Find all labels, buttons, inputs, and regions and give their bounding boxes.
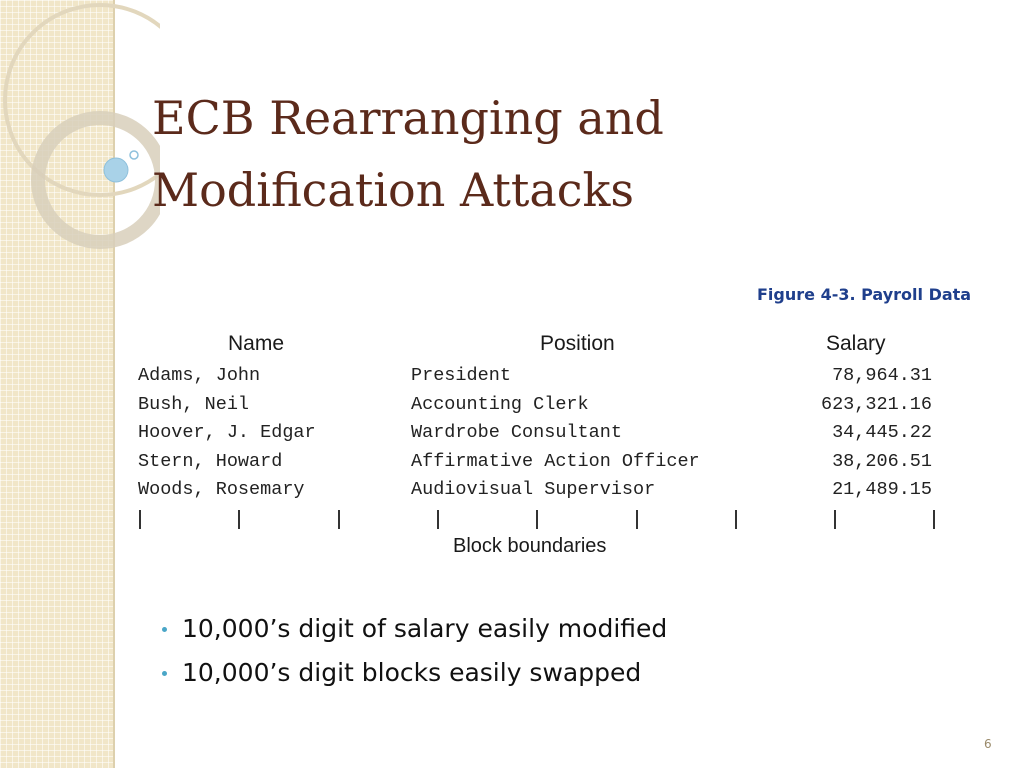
- decorative-circles: [0, 0, 160, 260]
- bullet-item: [160, 655, 667, 699]
- table-row: [0, 392, 1024, 421]
- block-boundary-tick: [238, 510, 240, 529]
- bullet-item: [160, 611, 667, 655]
- bullet-text: 10,000’s digit of salary easily modified: [182, 614, 668, 643]
- cell-name: Woods, Rosemary: [138, 479, 305, 500]
- slide-title: [152, 82, 852, 226]
- block-boundary-tick: [139, 510, 141, 529]
- column-header-salary: Salary: [826, 332, 886, 355]
- block-boundary-tick: [933, 510, 935, 529]
- bullet-dot-icon: [162, 627, 167, 632]
- cell-position: Affirmative Action Officer: [411, 450, 700, 472]
- block-boundary-tick: [735, 510, 737, 529]
- cell-position: President: [411, 365, 511, 386]
- cell-position: Wardrobe Consultant: [411, 422, 622, 443]
- table-row: [0, 420, 1024, 449]
- slide-title-line-1: ECB Rearranging and: [152, 91, 664, 145]
- cell-name: Hoover, J. Edgar: [138, 422, 316, 443]
- block-boundaries-label: Block boundaries: [453, 535, 607, 557]
- cell-salary: 34,445.22: [832, 422, 932, 443]
- cell-position: Accounting Clerk: [411, 393, 589, 415]
- column-header-name: Name: [228, 332, 285, 355]
- cell-salary: 38,206.51: [832, 450, 932, 472]
- cell-salary: 21,489.15: [832, 479, 932, 500]
- slide-number: 6: [984, 737, 992, 751]
- slide-title-line-2: Modification Attacks: [152, 163, 635, 217]
- block-boundary-tick: [437, 510, 439, 529]
- block-boundary-tick: [536, 510, 538, 529]
- cell-name: Stern, Howard: [138, 450, 283, 472]
- table-row: [0, 363, 1024, 392]
- cell-salary: 78,964.31: [832, 365, 932, 386]
- deco-bubble-large: [104, 158, 128, 182]
- deco-ring-large: [5, 5, 160, 195]
- deco-ring-small: [38, 118, 160, 242]
- cell-name: Adams, John: [138, 365, 261, 386]
- column-header-position: Position: [540, 332, 615, 355]
- cell-position: Audiovisual Supervisor: [411, 479, 656, 500]
- payroll-table: [0, 363, 1024, 506]
- bullet-dot-icon: [162, 671, 167, 676]
- table-row: [0, 449, 1024, 478]
- bullet-text: 10,000’s digit blocks easily swapped: [182, 658, 642, 687]
- deco-bubble-small: [130, 151, 138, 159]
- cell-salary: 623,321.16: [820, 393, 932, 415]
- cell-name: Bush, Neil: [138, 393, 250, 415]
- block-boundary-tick: [834, 510, 836, 529]
- table-row: [0, 477, 1024, 506]
- block-boundary-ticks: [0, 510, 1024, 532]
- block-boundary-tick: [338, 510, 340, 529]
- bullet-list: [160, 611, 667, 699]
- figure-caption: Figure 4-3. Payroll Data: [757, 285, 972, 304]
- block-boundary-tick: [636, 510, 638, 529]
